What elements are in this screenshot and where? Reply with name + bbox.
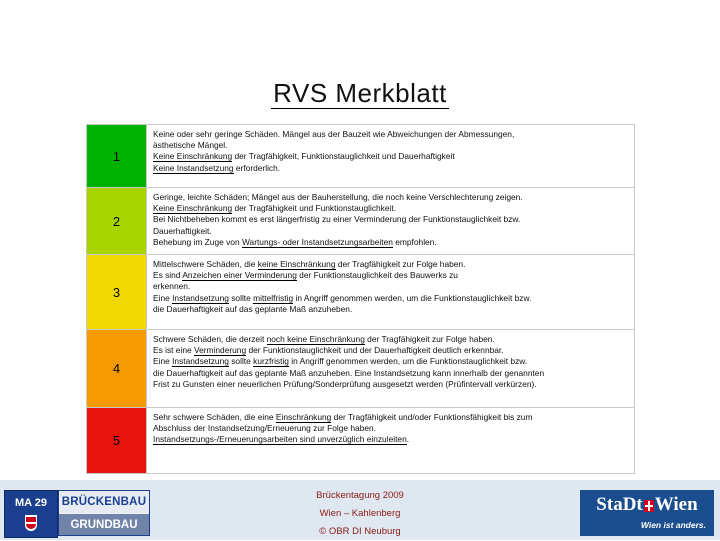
copyright: © OBR DI Neuburg bbox=[319, 526, 401, 537]
page-title bbox=[0, 78, 720, 109]
text-segment: Eine bbox=[153, 356, 173, 367]
description-line bbox=[153, 151, 624, 162]
description-line bbox=[153, 270, 624, 281]
grade-cell bbox=[87, 408, 147, 473]
description-line bbox=[153, 214, 624, 225]
grade-number: 4 bbox=[112, 361, 121, 376]
text-segment: Abschluss der Instandsetzung/Erneuerung zur Folge haben. bbox=[153, 423, 377, 434]
underlined-text: noch keine Einschränkung bbox=[266, 334, 365, 344]
event-name: Brückentagung 2009 bbox=[316, 490, 404, 501]
city-name bbox=[580, 494, 714, 516]
description-line bbox=[153, 368, 624, 379]
grade-description bbox=[153, 129, 624, 174]
underlined-text: Keine Einschränkung bbox=[153, 203, 233, 214]
underlined-text: Wartungs- oder Instandsetzungsarbeiten bbox=[241, 236, 393, 247]
vienna-cross-icon bbox=[644, 500, 654, 512]
grade-description bbox=[153, 259, 624, 315]
grade-cell bbox=[87, 330, 147, 407]
text-segment: die Dauerhaftigkeit auf das geplante Maß anzuheben. Eine Instandsetzung kann innerhalb der genannten bbox=[153, 367, 545, 378]
description-line bbox=[153, 203, 624, 214]
grade-description bbox=[153, 334, 624, 390]
grade-description bbox=[153, 192, 624, 248]
underlined-text: Anzeichen einer Verminderung bbox=[182, 270, 297, 281]
text-segment: der Tragfähigkeit und/oder Funktionsfähigkeit bis zum bbox=[331, 412, 533, 422]
underlined-text: Instandsetzung bbox=[172, 356, 229, 367]
grade-row-2 bbox=[87, 188, 634, 255]
description-line bbox=[153, 192, 624, 203]
text-segment: sollte bbox=[228, 292, 254, 303]
underlined-text: Instandsetzung bbox=[172, 292, 229, 303]
city-slogan: Wien ist anders. bbox=[640, 520, 706, 530]
grade-cell bbox=[87, 188, 147, 254]
description-line bbox=[153, 259, 624, 270]
text-segment: der Tragfähigkeit zur Folge haben. bbox=[335, 259, 466, 269]
brueckenbau-label: BRÜCKENBAU bbox=[59, 491, 149, 513]
text-segment: Bei Nichtbeheben kommt es erst längerfristig zu einer Verminderung der Funktionstauglichkeit bzw. bbox=[153, 214, 521, 225]
ma29-label: MA 29 bbox=[15, 497, 47, 509]
grade-number: 3 bbox=[112, 284, 121, 300]
department-logo bbox=[58, 490, 150, 536]
event-info bbox=[290, 487, 430, 541]
text-segment: Mittelschwere Schäden, die bbox=[153, 259, 258, 269]
text-segment: empfohlen. bbox=[392, 236, 437, 247]
text-segment: erforderlich. bbox=[233, 162, 281, 173]
text-segment: der Tragfähigkeit und Funktionstauglichkeit. bbox=[232, 203, 397, 214]
underlined-text: kurzfristig bbox=[253, 356, 289, 367]
text-segment: Keine oder sehr geringe Schäden. Mängel aus der Bauzeit wie Abweichungen der Abmessungen, bbox=[153, 129, 515, 139]
description-line bbox=[153, 434, 624, 445]
ma29-logo bbox=[4, 490, 58, 538]
description-line bbox=[153, 163, 624, 174]
text-segment: der Tragfähigkeit zur Folge haben. bbox=[364, 334, 495, 344]
grade-row-5 bbox=[87, 408, 634, 473]
description-line bbox=[153, 379, 624, 390]
description-line bbox=[153, 356, 624, 367]
description-line bbox=[153, 237, 624, 248]
text-segment: in Angriff genommen werden, um die Funktionstauglichkeit bzw. bbox=[293, 292, 532, 303]
description-line bbox=[153, 129, 624, 140]
grade-row-3 bbox=[87, 255, 634, 330]
text-segment: erkennen. bbox=[153, 281, 191, 292]
text-segment: sollte bbox=[228, 356, 254, 367]
text-segment: in Angriff genommen werden, um die Funktionstauglichkeit bzw. bbox=[288, 356, 528, 367]
grade-number: 1 bbox=[112, 148, 121, 164]
description-line bbox=[153, 412, 624, 423]
text-segment: der Funktionstauglichkeit und der Dauerhaftigkeit deutlich erkennbar. bbox=[246, 345, 504, 356]
grade-description bbox=[153, 412, 624, 446]
underlined-text: Instandsetzungs-/Erneuerungsarbeiten sind unverzüglich einzuleiten bbox=[153, 434, 407, 445]
underlined-text: Verminderung bbox=[193, 345, 247, 356]
condition-grade-table bbox=[86, 124, 635, 474]
text-segment: der Funktionstauglichkeit des Bauwerks zu bbox=[296, 270, 458, 281]
text-segment: Es ist eine bbox=[153, 345, 194, 356]
description-line bbox=[153, 304, 624, 315]
text-segment: Behebung im Zuge von bbox=[153, 236, 242, 247]
underlined-text: keine Einschränkung bbox=[257, 259, 336, 269]
page-title-text: RVS Merkblatt bbox=[273, 78, 447, 108]
underlined-text: Keine Instandsetzung bbox=[153, 162, 234, 173]
grade-cell bbox=[87, 125, 147, 187]
description-line bbox=[153, 140, 624, 151]
description-line bbox=[153, 334, 624, 345]
text-segment: Sehr schwere Schäden, die eine bbox=[153, 412, 276, 422]
city-name-part1: StaDt bbox=[596, 494, 643, 515]
text-segment: Geringe, leichte Schäden; Mängel aus der Bauherstellung, die noch keine Verschlechterung zeigen. bbox=[153, 192, 523, 202]
grade-number: 2 bbox=[112, 213, 121, 229]
stadt-wien-logo bbox=[580, 490, 714, 536]
grundbau-label: GRUNDBAU bbox=[59, 514, 149, 535]
text-segment: Eine bbox=[153, 292, 173, 303]
grade-row-4 bbox=[87, 330, 634, 408]
text-segment: Dauerhaftigkeit. bbox=[153, 225, 212, 236]
description-line bbox=[153, 281, 624, 292]
description-line bbox=[153, 423, 624, 434]
event-location: Wien – Kahlenberg bbox=[319, 508, 401, 519]
grade-cell bbox=[87, 255, 147, 329]
description-line bbox=[153, 226, 624, 237]
text-segment: Schwere Schäden, die derzeit bbox=[153, 334, 267, 344]
text-segment: der Tragfähigkeit, Funktionstauglichkeit und Dauerhaftigkeit bbox=[232, 151, 455, 162]
underlined-text: mittelfristig bbox=[253, 292, 294, 303]
text-segment: Frist zu Gunsten einer neuerlichen Prüfung/Sonderprüfung ausgesetzt werden (Prüfintervall verkürzen). bbox=[153, 378, 537, 389]
grade-row-1 bbox=[87, 125, 634, 188]
text-segment: ästhetische Mängel. bbox=[153, 140, 228, 151]
underlined-text: Einschränkung bbox=[275, 412, 332, 422]
text-segment: die Dauerhaftigkeit auf das geplante Maß anzuheben. bbox=[153, 303, 353, 314]
text-segment: . bbox=[406, 434, 410, 445]
vienna-shield-icon bbox=[25, 515, 37, 531]
city-name-part2: Wien bbox=[654, 494, 698, 515]
description-line bbox=[153, 345, 624, 356]
grade-number: 5 bbox=[112, 433, 121, 448]
text-segment: Es sind bbox=[153, 270, 183, 281]
description-line bbox=[153, 293, 624, 304]
underlined-text: Keine Einschränkung bbox=[153, 151, 233, 162]
